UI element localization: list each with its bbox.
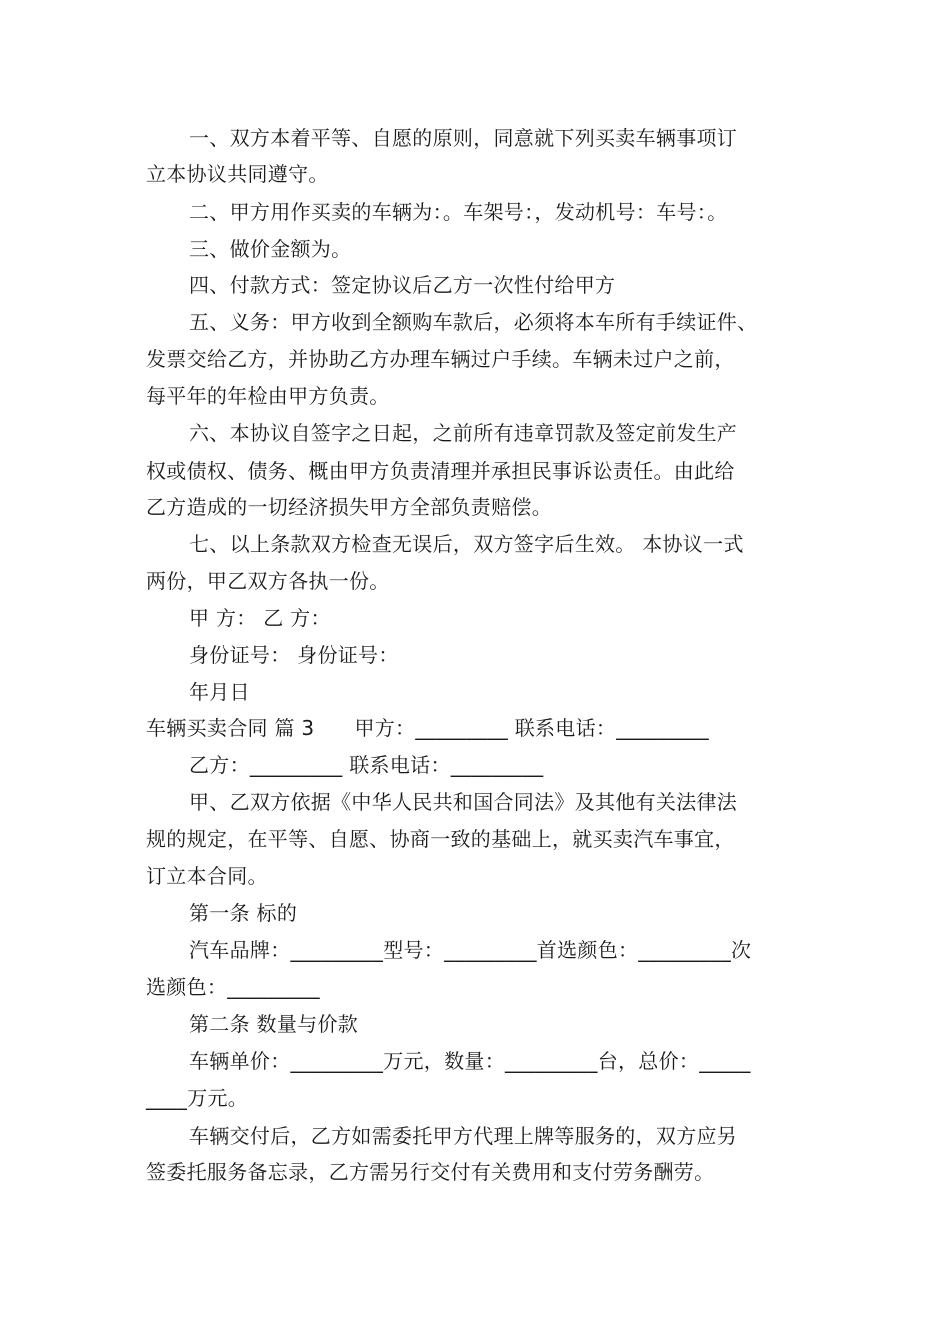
text-line: 一、双方本着平等、自愿的原则，同意就下列买卖车辆事项订 bbox=[189, 126, 738, 150]
text-line: 五、义务：甲方收到全额购车款后，必须将本车所有手续证件、 bbox=[189, 310, 758, 334]
signature-date-line: 年月日 bbox=[189, 680, 250, 704]
signature-party-line: 甲 方： 乙 方： bbox=[189, 606, 331, 630]
text-line: 六、本协议自签字之日起，之前所有违章罚款及签定前发生产 bbox=[189, 421, 738, 445]
article-heading: 第二条 数量与价款 bbox=[189, 1012, 359, 1036]
text-line: 乙方造成的一切经济损失甲方全部负责赔偿。 bbox=[146, 495, 552, 519]
text-line: 甲、乙双方依据《中华人民共和国合同法》及其他有关法律法 bbox=[189, 790, 738, 814]
text-line: 车辆交付后，乙方如需委托甲方代理上牌等服务的，双方应另 bbox=[189, 1124, 738, 1148]
text-line: 两份，甲乙双方各执一份。 bbox=[146, 569, 390, 593]
text-line: 签委托服务备忘录，乙方需另行交付有关费用和支付劳务酬劳。 bbox=[146, 1160, 715, 1184]
signature-id-line: 身份证号： 身份证号： bbox=[189, 643, 399, 667]
text-line: 七、以上条款双方检查无误后，双方签字后生效。 本协议一式 bbox=[189, 532, 744, 556]
text-line: 四、付款方式：签定协议后乙方一次性付给甲方 bbox=[189, 273, 616, 297]
text-line: 权或债权、债务、概由甲方负责清理并承担民事诉讼责任。由此给 bbox=[146, 459, 735, 483]
text-line: 订立本合同。 bbox=[146, 864, 268, 888]
text-line: ____万元。 bbox=[146, 1086, 249, 1110]
contract-title: 车辆买卖合同 篇 3 bbox=[146, 716, 315, 740]
text-line: 汽车品牌：_________型号：_________首选颜色：_________次 bbox=[189, 938, 752, 962]
article-heading: 第一条 标的 bbox=[189, 901, 298, 925]
text-line: 车辆单价：_________万元，数量：_________台，总价：_____ bbox=[189, 1049, 751, 1073]
party-a-contact: 甲方：_________ 联系电话：_________ bbox=[354, 716, 709, 740]
section-heading-line bbox=[146, 716, 826, 740]
text-line: 规的规定，在平等、自愿、协商一致的基础上，就买卖汽车事宜， bbox=[146, 827, 735, 851]
text-line: 立本协议共同遵守。 bbox=[146, 162, 329, 186]
text-line: 选颜色：_________ bbox=[146, 975, 320, 999]
text-line: 二、甲方用作买卖的车辆为：。车架号：，发动机号：车号：。 bbox=[189, 200, 728, 224]
text-line: 发票交给乙方，并协助乙方办理车辆过户手续。车辆未过户之前， bbox=[146, 347, 735, 371]
party-b-contact: 乙方：_________ 联系电话：_________ bbox=[189, 753, 544, 777]
text-line: 每平年的年检由甲方负责。 bbox=[146, 384, 390, 408]
text-line: 三、做价金额为。 bbox=[189, 237, 352, 261]
